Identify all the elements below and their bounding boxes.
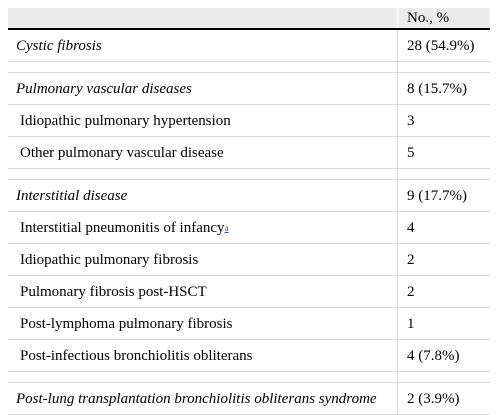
table-row: [8, 383, 490, 415]
row-label: Pulmonary fibrosis post-HSCT: [8, 276, 398, 307]
table-row: [8, 276, 490, 308]
table-row: [8, 212, 490, 244]
spacer-cell: [8, 372, 398, 382]
spacer-cell: [8, 62, 398, 72]
row-value: 2: [407, 283, 415, 300]
spacer-row: [8, 169, 490, 180]
row-label: Interstitial disease: [8, 180, 398, 211]
table-row: [8, 340, 490, 372]
spacer-cell: [398, 62, 490, 72]
row-label: Post-infectious bronchiolitis obliterans: [8, 340, 398, 371]
table-header: [8, 8, 490, 30]
row-label: Idiopathic pulmonary fibrosis: [8, 244, 398, 275]
row-label: Cystic fibrosis: [8, 30, 398, 61]
row-label: Idiopathic pulmonary hypertension: [8, 105, 398, 136]
row-label-cell: [8, 212, 398, 243]
row-value: 4 (7.8%): [407, 347, 460, 364]
table-row: [8, 180, 490, 212]
row-label: Interstitial pneumonitis of infancy: [20, 219, 225, 236]
row-value: 2 (3.9%): [407, 390, 460, 407]
spacer-cell: [398, 169, 490, 179]
spacer-row: [8, 62, 490, 73]
row-value: 28 (54.9%): [407, 37, 475, 54]
row-value: 9 (17.7%): [407, 187, 467, 204]
row-label: Pulmonary vascular diseases: [8, 73, 398, 104]
table-row: [8, 308, 490, 340]
row-value: 4: [407, 219, 415, 236]
row-label: Other pulmonary vascular disease: [8, 137, 398, 168]
row-value: 8 (15.7%): [407, 80, 467, 97]
spacer-cell: [8, 169, 398, 179]
diagnosis-table: [8, 8, 490, 415]
header-col2: No., %: [407, 10, 450, 26]
spacer-row: [8, 372, 490, 383]
table-row: [8, 30, 490, 62]
row-value: 3: [407, 112, 415, 129]
table-row: [8, 244, 490, 276]
row-value: 5: [407, 144, 415, 161]
spacer-cell: [398, 372, 490, 382]
row-label: Post-lymphoma pulmonary fibrosis: [8, 308, 398, 339]
row-value: 2: [407, 251, 415, 268]
table-row: [8, 73, 490, 105]
table-row: [8, 137, 490, 169]
header-col1: [8, 8, 398, 28]
footnote-link[interactable]: a: [224, 222, 229, 233]
row-value: 1: [407, 315, 415, 332]
table-row: [8, 105, 490, 137]
row-label: Post-lung transplantation bronchiolitis obliterans syndrome: [8, 383, 398, 414]
